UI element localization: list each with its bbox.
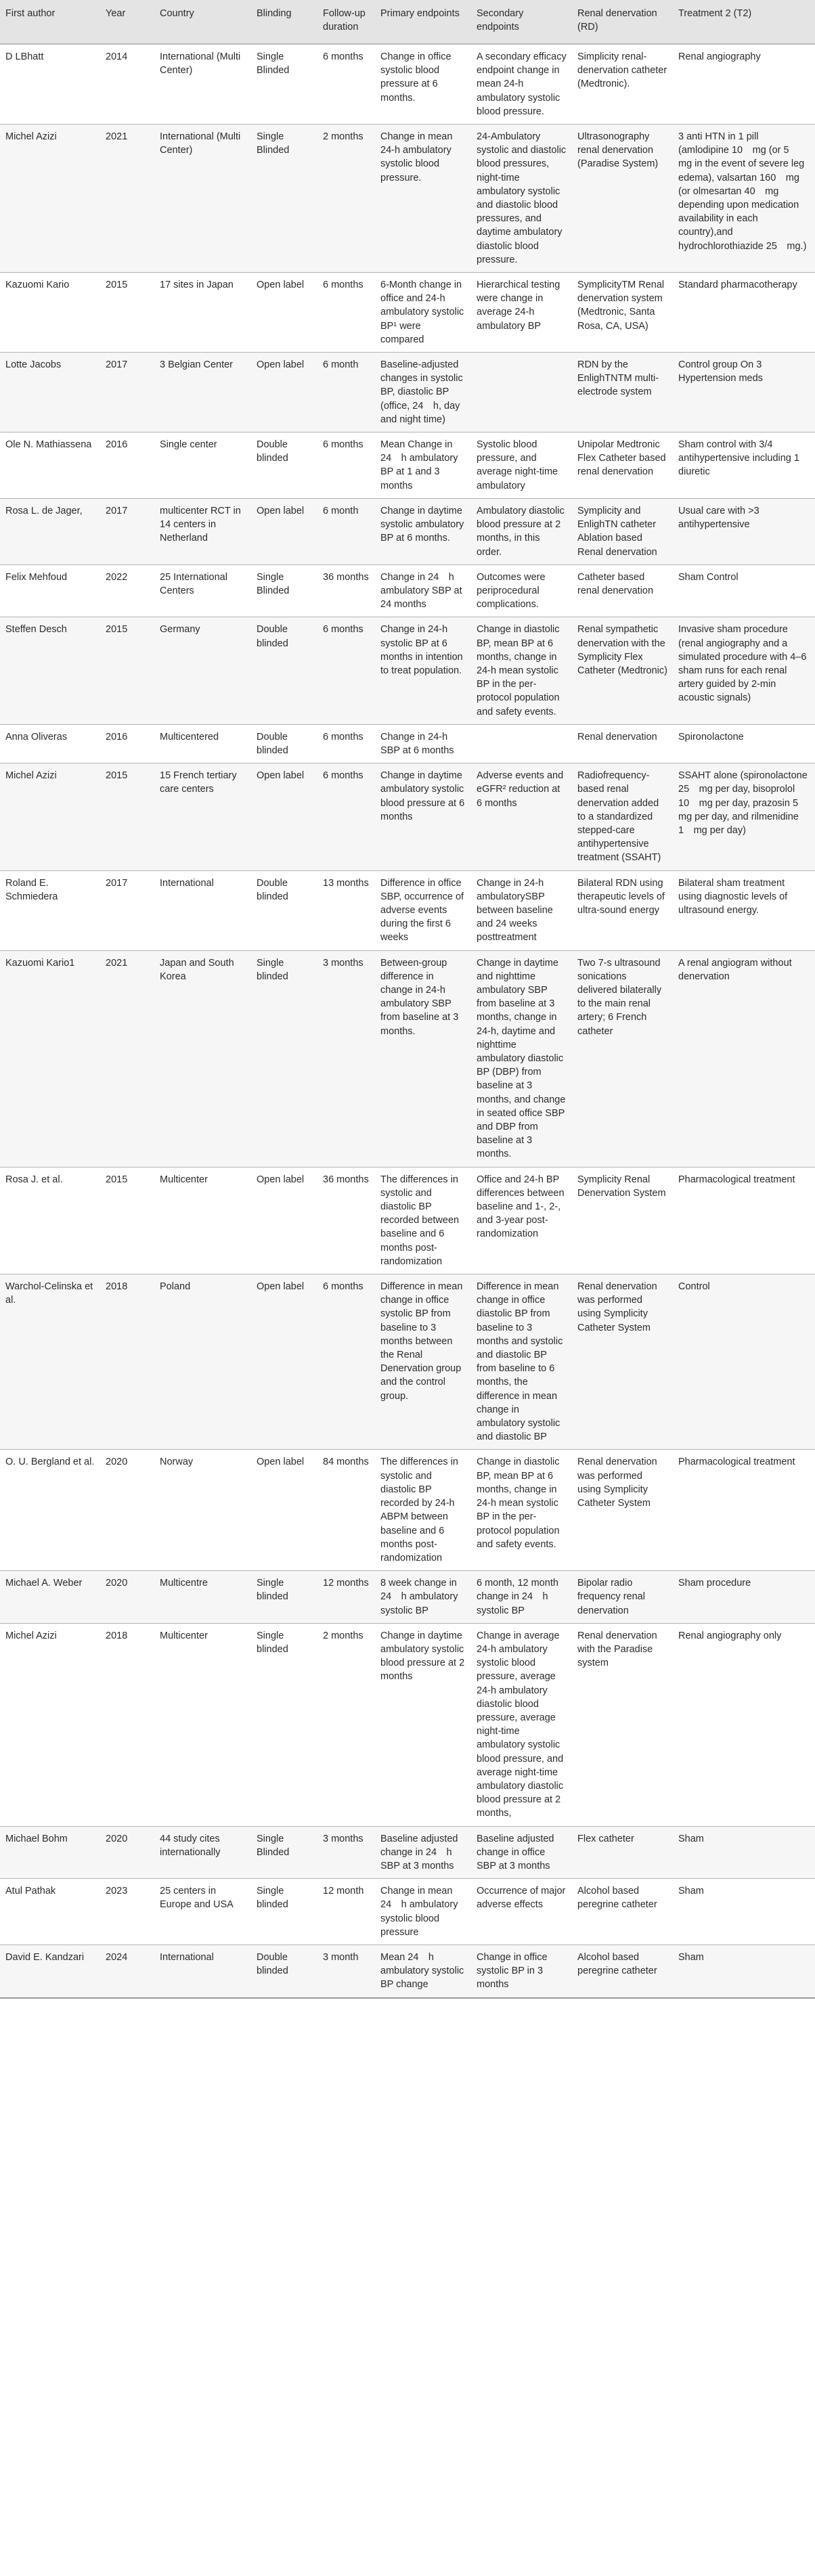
cell-blinding: Open label (251, 273, 317, 353)
cell-blinding: Open label (251, 1274, 317, 1450)
cell-follow-up-duration: 12 month (317, 1879, 375, 1945)
cell-follow-up-duration: 2 months (317, 125, 375, 273)
cell-primary-endpoints: Baseline adjusted change in 24 h SBP at 3 months (375, 1826, 471, 1879)
cell-first-author: Rosa J. et al. (0, 1167, 100, 1274)
cell-treatment-2: Usual care with >3 antihypertensive (673, 498, 815, 564)
cell-country: 44 study cites internationally (154, 1826, 251, 1879)
cell-country: International (Multi Center) (154, 44, 251, 125)
cell-secondary-endpoints: Change in average 24-h ambulatory systolic blood pressure, average 24-h ambulatory diastolic blood pressure, average night-time ambulatory systolic blood pressure, and average night-time ambulatory diastolic blood pressure at 2 months, (471, 1623, 572, 1826)
cell-blinding: Single Blinded (251, 44, 317, 125)
cell-renal-denervation: Alcohol based peregrine catheter (572, 1945, 673, 1997)
cell-secondary-endpoints: Outcomes were periprocedural complications. (471, 564, 572, 617)
cell-secondary-endpoints: Systolic blood pressure, and average night-time ambulatory (471, 432, 572, 499)
cell-treatment-2: A renal angiogram without denervation (673, 950, 815, 1167)
cell-country: Single center (154, 432, 251, 499)
table-row (0, 1623, 815, 1826)
cell-primary-endpoints: 8 week change in 24 h ambulatory systolic BP (375, 1571, 471, 1624)
cell-first-author: Kazuomi Kario1 (0, 950, 100, 1167)
cell-year: 2015 (100, 273, 154, 353)
cell-first-author: Ole N. Mathiassena (0, 432, 100, 499)
column-header-country: Country (154, 0, 251, 44)
cell-secondary-endpoints: Ambulatory diastolic blood pressure at 2 months, in this order. (471, 498, 572, 564)
cell-renal-denervation: Simplicity renal-denervation catheter (Medtronic). (572, 44, 673, 125)
cell-blinding: Double blinded (251, 724, 317, 763)
cell-year: 2015 (100, 763, 154, 870)
cell-treatment-2: Pharmacological treatment (673, 1450, 815, 1571)
cell-primary-endpoints: Difference in office SBP, occurrence of adverse events during the first 6 weeks (375, 870, 471, 950)
table-row (0, 564, 815, 617)
cell-treatment-2: Sham Control (673, 564, 815, 617)
cell-first-author: Atul Pathak (0, 1879, 100, 1945)
cell-first-author: Anna Oliveras (0, 724, 100, 763)
header-row (0, 0, 815, 44)
cell-year: 2017 (100, 353, 154, 432)
cell-year: 2014 (100, 44, 154, 125)
cell-first-author: Michel Azizi (0, 125, 100, 273)
cell-follow-up-duration: 6 month (317, 353, 375, 432)
cell-blinding: Single blinded (251, 1623, 317, 1826)
cell-renal-denervation: Two 7-s ultrasound sonications delivered bilaterally to the main renal artery; 6 French catheter (572, 950, 673, 1167)
cell-year: 2022 (100, 564, 154, 617)
cell-primary-endpoints: Between-group difference in change in 24-h ambulatory SBP from baseline at 3 months. (375, 950, 471, 1167)
table-row (0, 1450, 815, 1571)
cell-primary-endpoints: Baseline-adjusted changes in systolic BP, diastolic BP (office, 24 h, day and night time) (375, 353, 471, 432)
cell-treatment-2: SSAHT alone (spironolactone 25 mg per day, bisoprolol 10 mg per day, prazosin 5 mg per day, and rilmenidine 1 mg per day) (673, 763, 815, 870)
table-row (0, 44, 815, 125)
cell-treatment-2: Sham (673, 1826, 815, 1879)
cell-secondary-endpoints: Difference in mean change in office diastolic BP from baseline to 3 months and systolic and diastolic BP from baseline to 6 months, the difference in mean change in ambulatory systolic and diastolic BP (471, 1274, 572, 1450)
column-header-primary-endpoints: Primary endpoints (375, 0, 471, 44)
cell-treatment-2: Sham (673, 1879, 815, 1945)
table-row (0, 1879, 815, 1945)
cell-blinding: Single Blinded (251, 125, 317, 273)
table-row (0, 870, 815, 950)
cell-follow-up-duration: 13 months (317, 870, 375, 950)
cell-year: 2020 (100, 1450, 154, 1571)
cell-renal-denervation: Renal denervation with the Paradise system (572, 1623, 673, 1826)
cell-country: Multicenter (154, 1623, 251, 1826)
cell-follow-up-duration: 6 months (317, 763, 375, 870)
cell-renal-denervation: Unipolar Medtronic Flex Catheter based renal denervation (572, 432, 673, 499)
cell-first-author: Warchol-Celinska et al. (0, 1274, 100, 1450)
cell-first-author: Michael Bohm (0, 1826, 100, 1879)
cell-blinding: Open label (251, 1450, 317, 1571)
cell-renal-denervation: RDN by the EnlighTNTM multi-electrode system (572, 353, 673, 432)
cell-renal-denervation: Symplicity and EnlighTN catheter Ablation based Renal denervation (572, 498, 673, 564)
cell-treatment-2: Invasive sham procedure (renal angiography and a simulated procedure with 4–6 sham runs for each renal artery guided by 2-min acoustic signals) (673, 617, 815, 724)
cell-primary-endpoints: Change in mean 24 h ambulatory systolic blood pressure (375, 1879, 471, 1945)
cell-primary-endpoints: Change in 24-h SBP at 6 months (375, 724, 471, 763)
cell-secondary-endpoints (471, 353, 572, 432)
cell-treatment-2: Sham procedure (673, 1571, 815, 1624)
cell-year: 2024 (100, 1945, 154, 1997)
table-row (0, 125, 815, 273)
cell-blinding: Single Blinded (251, 1826, 317, 1879)
cell-country: 17 sites in Japan (154, 273, 251, 353)
cell-primary-endpoints: 6-Month change in office and 24-h ambulatory systolic BP¹ were compared (375, 273, 471, 353)
cell-follow-up-duration: 3 month (317, 1945, 375, 1997)
cell-blinding: Single blinded (251, 1879, 317, 1945)
table-row (0, 353, 815, 432)
cell-treatment-2: 3 anti HTN in 1 pill (amlodipine 10 mg (or 5 mg in the event of severe leg edema), valsartan 160 mg (or olmesartan 40 mg depending upon medication availability in each country),and hydrochlorothiazide 25 mg.) (673, 125, 815, 273)
cell-secondary-endpoints: 6 month, 12 month change in 24 h systolic BP (471, 1571, 572, 1624)
cell-treatment-2: Standard pharmacotherapy (673, 273, 815, 353)
cell-secondary-endpoints: 24-Ambulatory systolic and diastolic blood pressures, night-time ambulatory systolic and diastolic blood pressures, and daytime ambulatory diastolic blood pressure. (471, 125, 572, 273)
cell-secondary-endpoints: A secondary efficacy endpoint change in mean 24-h ambulatory systolic blood pressure. (471, 44, 572, 125)
cell-first-author: David E. Kandzari (0, 1945, 100, 1997)
cell-blinding: Double blinded (251, 870, 317, 950)
cell-year: 2015 (100, 617, 154, 724)
cell-treatment-2: Sham (673, 1945, 815, 1997)
cell-secondary-endpoints: Office and 24-h BP differences between baseline and 1-, 2-, and 3-year post-randomization (471, 1167, 572, 1274)
cell-blinding: Double blinded (251, 1945, 317, 1997)
cell-renal-denervation: Flex catheter (572, 1826, 673, 1879)
cell-renal-denervation: Catheter based renal denervation (572, 564, 673, 617)
cell-country: Norway (154, 1450, 251, 1571)
cell-secondary-endpoints: Adverse events and eGFR² reduction at 6 months (471, 763, 572, 870)
table-row (0, 498, 815, 564)
cell-country: International (154, 870, 251, 950)
cell-blinding: Open label (251, 763, 317, 870)
table-row (0, 617, 815, 724)
cell-primary-endpoints: Change in daytime systolic ambulatory BP at 6 months. (375, 498, 471, 564)
cell-follow-up-duration: 3 months (317, 950, 375, 1167)
cell-secondary-endpoints: Change in 24-h ambulatorySBP between baseline and 24 weeks posttreatment (471, 870, 572, 950)
column-header-first-author: First author (0, 0, 100, 44)
cell-renal-denervation: Renal denervation was performed using Symplicity Catheter System (572, 1450, 673, 1571)
cell-country: Multicentre (154, 1571, 251, 1624)
table-header (0, 0, 815, 44)
cell-secondary-endpoints: Change in office systolic BP in 3 months (471, 1945, 572, 1997)
cell-treatment-2: Renal angiography only (673, 1623, 815, 1826)
cell-treatment-2: Spironolactone (673, 724, 815, 763)
table-row (0, 273, 815, 353)
cell-country: International (154, 1945, 251, 1997)
cell-year: 2023 (100, 1879, 154, 1945)
cell-first-author: Felix Mehfoud (0, 564, 100, 617)
cell-blinding: Double blinded (251, 432, 317, 499)
table-body (0, 44, 815, 1998)
cell-renal-denervation: Radiofrequency-based renal denervation added to a standardized stepped-care antihypertensive treatment (SSAHT) (572, 763, 673, 870)
cell-country: 25 centers in Europe and USA (154, 1879, 251, 1945)
cell-country: Multicenter (154, 1167, 251, 1274)
table-row (0, 432, 815, 499)
cell-primary-endpoints: The differences in systolic and diastolic BP recorded by 24-h ABPM between baseline and 6 months post-randomization (375, 1450, 471, 1571)
table-row (0, 1571, 815, 1624)
cell-secondary-endpoints: Occurrence of major adverse effects (471, 1879, 572, 1945)
cell-follow-up-duration: 2 months (317, 1623, 375, 1826)
cell-first-author: Lotte Jacobs (0, 353, 100, 432)
cell-follow-up-duration: 3 months (317, 1826, 375, 1879)
cell-year: 2015 (100, 1167, 154, 1274)
cell-country: Poland (154, 1274, 251, 1450)
cell-year: 2020 (100, 1826, 154, 1879)
cell-follow-up-duration: 36 months (317, 564, 375, 617)
cell-year: 2021 (100, 125, 154, 273)
cell-first-author: Michel Azizi (0, 763, 100, 870)
column-header-follow-up-duration: Follow-up duration (317, 0, 375, 44)
cell-renal-denervation: Ultrasonography renal denervation (Paradise System) (572, 125, 673, 273)
cell-first-author: Roland E. Schmiedera (0, 870, 100, 950)
table-row (0, 950, 815, 1167)
cell-country: 3 Belgian Center (154, 353, 251, 432)
cell-year: 2018 (100, 1274, 154, 1450)
cell-renal-denervation: Alcohol based peregrine catheter (572, 1879, 673, 1945)
column-header-year: Year (100, 0, 154, 44)
cell-year: 2017 (100, 498, 154, 564)
cell-country: Japan and South Korea (154, 950, 251, 1167)
cell-blinding: Double blinded (251, 617, 317, 724)
cell-primary-endpoints: Change in mean 24-h ambulatory systolic blood pressure. (375, 125, 471, 273)
cell-country: International (Multi Center) (154, 125, 251, 273)
cell-primary-endpoints: Change in 24-h systolic BP at 6 months in intention to treat population. (375, 617, 471, 724)
cell-follow-up-duration: 12 months (317, 1571, 375, 1624)
cell-primary-endpoints: The differences in systolic and diastolic BP recorded between baseline and 6 months post-randomization (375, 1167, 471, 1274)
cell-secondary-endpoints: Baseline adjusted change in office SBP at 3 months (471, 1826, 572, 1879)
cell-renal-denervation: Symplicity Renal Denervation System (572, 1167, 673, 1274)
cell-renal-denervation: Renal denervation was performed using Symplicity Catheter System (572, 1274, 673, 1450)
cell-year: 2017 (100, 870, 154, 950)
cell-year: 2016 (100, 432, 154, 499)
cell-first-author: Steffen Desch (0, 617, 100, 724)
cell-secondary-endpoints: Hierarchical testing were change in average 24-h ambulatory BP (471, 273, 572, 353)
cell-renal-denervation: Renal denervation (572, 724, 673, 763)
cell-follow-up-duration: 36 months (317, 1167, 375, 1274)
cell-first-author: D LBhatt (0, 44, 100, 125)
cell-country: multicenter RCT in 14 centers in Netherland (154, 498, 251, 564)
cell-blinding: Single Blinded (251, 564, 317, 617)
cell-primary-endpoints: Change in 24 h ambulatory SBP at 24 months (375, 564, 471, 617)
table-row (0, 1167, 815, 1274)
cell-secondary-endpoints: Change in diastolic BP, mean BP at 6 months, change in 24-h mean systolic BP in the per-protocol population and safety events. (471, 617, 572, 724)
cell-follow-up-duration: 6 months (317, 273, 375, 353)
table-row (0, 1274, 815, 1450)
column-header-renal-denervation: Renal denervation (RD) (572, 0, 673, 44)
cell-treatment-2: Pharmacological treatment (673, 1167, 815, 1274)
cell-follow-up-duration: 6 months (317, 432, 375, 499)
column-header-treatment-2: Treatment 2 (T2) (673, 0, 815, 44)
cell-country: 25 International Centers (154, 564, 251, 617)
cell-blinding: Single blinded (251, 950, 317, 1167)
table-row (0, 1945, 815, 1997)
cell-first-author: O. U. Bergland et al. (0, 1450, 100, 1571)
cell-primary-endpoints: Change in daytime ambulatory systolic blood pressure at 6 months (375, 763, 471, 870)
cell-primary-endpoints: Difference in mean change in office systolic BP from baseline to 3 months between the Renal Denervation group and the control group. (375, 1274, 471, 1450)
table-row (0, 763, 815, 870)
cell-blinding: Open label (251, 353, 317, 432)
cell-primary-endpoints: Change in daytime ambulatory systolic blood pressure at 2 months (375, 1623, 471, 1826)
cell-follow-up-duration: 6 months (317, 1274, 375, 1450)
cell-follow-up-duration: 84 months (317, 1450, 375, 1571)
cell-renal-denervation: SymplicityTM Renal denervation system (Medtronic, Santa Rosa, CA, USA) (572, 273, 673, 353)
cell-blinding: Open label (251, 498, 317, 564)
cell-first-author: Michel Azizi (0, 1623, 100, 1826)
cell-year: 2016 (100, 724, 154, 763)
cell-primary-endpoints: Change in office systolic blood pressure at 6 months. (375, 44, 471, 125)
cell-treatment-2: Bilateral sham treatment using diagnostic levels of ultrasound energy. (673, 870, 815, 950)
cell-renal-denervation: Bilateral RDN using therapeutic levels of ultra-sound energy (572, 870, 673, 950)
cell-blinding: Open label (251, 1167, 317, 1274)
cell-follow-up-duration: 6 months (317, 724, 375, 763)
cell-blinding: Single blinded (251, 1571, 317, 1624)
column-header-secondary-endpoints: Secondary endpoints (471, 0, 572, 44)
cell-secondary-endpoints: Change in diastolic BP, mean BP at 6 months, change in 24-h mean systolic BP in the per-protocol population and safety events. (471, 1450, 572, 1571)
cell-country: Germany (154, 617, 251, 724)
cell-follow-up-duration: 6 month (317, 498, 375, 564)
table-row (0, 1826, 815, 1879)
cell-renal-denervation: Bipolar radio frequency renal denervation (572, 1571, 673, 1624)
cell-secondary-endpoints (471, 724, 572, 763)
cell-follow-up-duration: 6 months (317, 617, 375, 724)
cell-secondary-endpoints: Change in daytime and nighttime ambulatory SBP from baseline at 3 months, change in 24-h, daytime and nighttime ambulatory diastolic BP (DBP) from baseline at 3 months, and change in seated office SBP and DBP from baseline at 3 months. (471, 950, 572, 1167)
cell-first-author: Rosa L. de Jager, (0, 498, 100, 564)
cell-primary-endpoints: Mean 24 h ambulatory systolic BP change (375, 1945, 471, 1997)
cell-year: 2018 (100, 1623, 154, 1826)
cell-treatment-2: Sham control with 3/4 antihypertensive including 1 diuretic (673, 432, 815, 499)
cell-first-author: Michael A. Weber (0, 1571, 100, 1624)
cell-treatment-2: Renal angiography (673, 44, 815, 125)
cell-country: Multicentered (154, 724, 251, 763)
table-row (0, 724, 815, 763)
cell-primary-endpoints: Mean Change in 24 h ambulatory BP at 1 and 3 months (375, 432, 471, 499)
cell-country: 15 French tertiary care centers (154, 763, 251, 870)
cell-year: 2020 (100, 1571, 154, 1624)
cell-first-author: Kazuomi Kario (0, 273, 100, 353)
cell-renal-denervation: Renal sympathetic denervation with the Symplicity Flex Catheter (Medtronic) (572, 617, 673, 724)
cell-year: 2021 (100, 950, 154, 1167)
cell-treatment-2: Control (673, 1274, 815, 1450)
column-header-blinding: Blinding (251, 0, 317, 44)
cell-treatment-2: Control group On 3 Hypertension meds (673, 353, 815, 432)
cell-follow-up-duration: 6 months (317, 44, 375, 125)
